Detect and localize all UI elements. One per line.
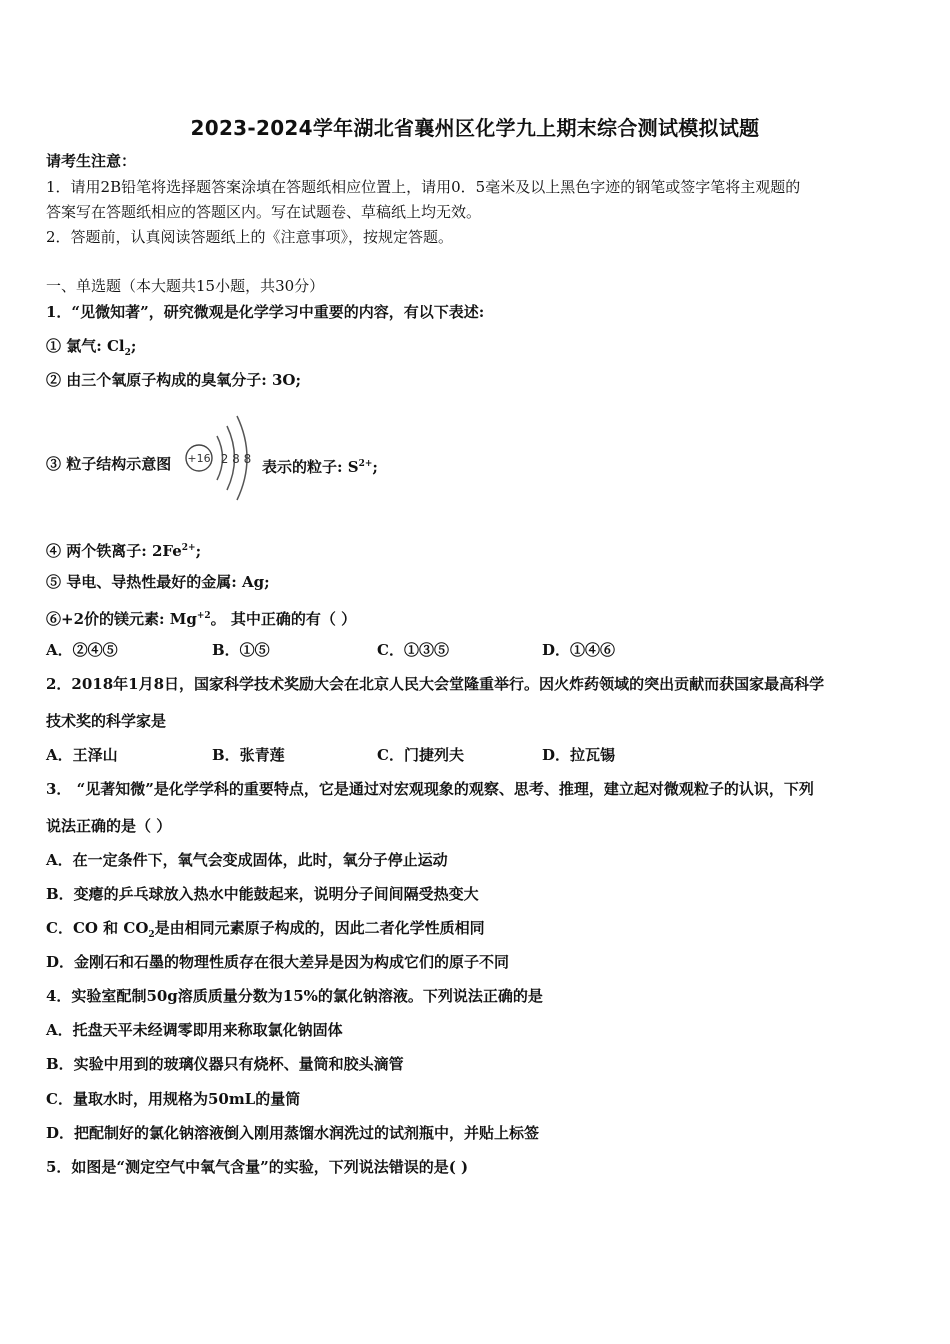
q3-stem-b: 说法正确的是（ ） [46,817,172,835]
q2-option-d[interactable]: D．拉瓦锡 [542,746,616,764]
q3-option-b[interactable]: B．变瘪的乒乓球放入热水中能鼓起来，说明分子间间隔受热变大 [46,885,479,903]
q2-option-b[interactable]: B．张青莲 [212,746,285,764]
electron-counts: 2 8 8 [220,452,252,466]
q3-c-pre: C．CO 和 CO [46,919,149,937]
q2-option-c[interactable]: C．门捷列夫 [377,746,464,764]
q1-s3-superscript: 2+ [358,459,373,469]
q1-statement-5: ⑤ 导电、导热性最好的金属: Ag; [46,573,270,591]
q1-statement-6 [46,606,356,629]
q1-stem: 1．“见微知著”，研究微观是化学学习中重要的内容，有以下表述: [46,303,485,321]
q1-statement-2: ② 由三个氧原子构成的臭氧分子: 3O; [46,371,302,389]
q4-option-c[interactable]: C．量取水时，用规格为50mL的量筒 [46,1090,301,1108]
q4-option-b[interactable]: B．实验中用到的玻璃仪器只有烧杯、量筒和胶头滴管 [46,1055,404,1073]
q1-option-b[interactable]: B．①⑤ [212,641,270,659]
q4-option-d[interactable]: D．把配制好的氯化钠溶液倒入刚用蒸馏水润洗过的试剂瓶中，并贴上标签 [46,1124,540,1142]
particle-structure-svg [180,410,260,505]
q1-statement-3-pre: ③ 粒子结构示意图 [46,455,172,473]
q4-option-a[interactable]: A．托盘天平未经调零即用来称取氯化钠固体 [46,1021,343,1039]
q1-s1-end: ; [130,337,137,355]
q1-statement-3-post [262,454,378,477]
q1-s4-superscript: 2+ [181,543,196,553]
q1-s4-end: ; [195,542,202,560]
q1-statement-1 [46,336,136,363]
q3-c-subscript: 2 [148,930,155,940]
nucleus-label: +16 [187,452,211,465]
q3-option-c[interactable] [46,918,485,945]
q3-option-a[interactable]: A．在一定条件下，氧气会变成固体，此时，氧分子停止运动 [46,851,448,869]
q5-stem: 5．如图是“测定空气中氧气含量”的实验，下列说法错误的是( ) [46,1158,469,1176]
q1-options [46,640,906,660]
notice-item-1b: 答案写在答题纸相应的答题区内。写在试题卷、草稿纸上均无效。 [46,203,482,221]
q2-stem-b: 技术奖的科学家是 [46,712,167,730]
q2-options [46,745,906,765]
q4-stem: 4．实验室配制50g溶质质量分数为15%的氯化钠溶液。下列说法正确的是 [46,987,543,1005]
notice-heading: 请考生注意： [46,152,137,170]
q1-s1-text: ① 氯气: Cl [46,337,125,355]
q2-stem-a: 2．2018年1月8日，国家科学技术奖励大会在北京人民大会堂隆重举行。因火炸药领域的突出贡献而获国家最高科学 [46,675,825,693]
section-heading: 一、单选题（本大题共15小题，共30分） [46,277,325,295]
q1-s6-text: ⑥+2价的镁元素: Mg [46,610,197,628]
q1-s4-text: ④ 两个铁离子: 2Fe [46,542,182,560]
q1-s1-subscript: 2 [124,348,131,358]
q1-s6-superscript: +2 [196,611,211,621]
q1-s6-end: 。 其中正确的有（ ） [210,610,357,628]
particle-structure-diagram [180,410,260,505]
notice-item-1a: 1．请用2B铅笔将选择题答案涂填在答题纸相应位置上，请用0．5毫米及以上黑色字迹的钢笔或签字笔将主观题的 [46,178,801,196]
q3-c-post: 是由相同元素原子构成的，因此二者化学性质相同 [154,919,485,937]
q1-option-a[interactable]: A．②④⑤ [46,641,118,659]
notice-item-2: 2．答题前，认真阅读答题纸上的《注意事项》，按规定答题。 [46,228,454,246]
q1-statement-4 [46,538,201,561]
q1-s3-text: 表示的粒子: S [262,458,359,476]
q1-option-c[interactable]: C．①③⑤ [377,641,449,659]
q1-s3-end: ; [372,458,378,476]
page-title: 2023-2024学年湖北省襄州区化学九上期末综合测试模拟试题 [190,116,760,140]
q2-option-a[interactable]: A．王泽山 [46,746,118,764]
q3-option-d[interactable]: D．金刚石和石墨的物理性质存在很大差异是因为构成它们的原子不同 [46,953,510,971]
q3-stem-a: 3． “见著知微”是化学学科的重要特点，它是通过对宏观现象的观察、思考、推理，建立起对微观粒子的认识，下列 [46,780,814,798]
q1-option-d[interactable]: D．①④⑥ [542,641,616,659]
